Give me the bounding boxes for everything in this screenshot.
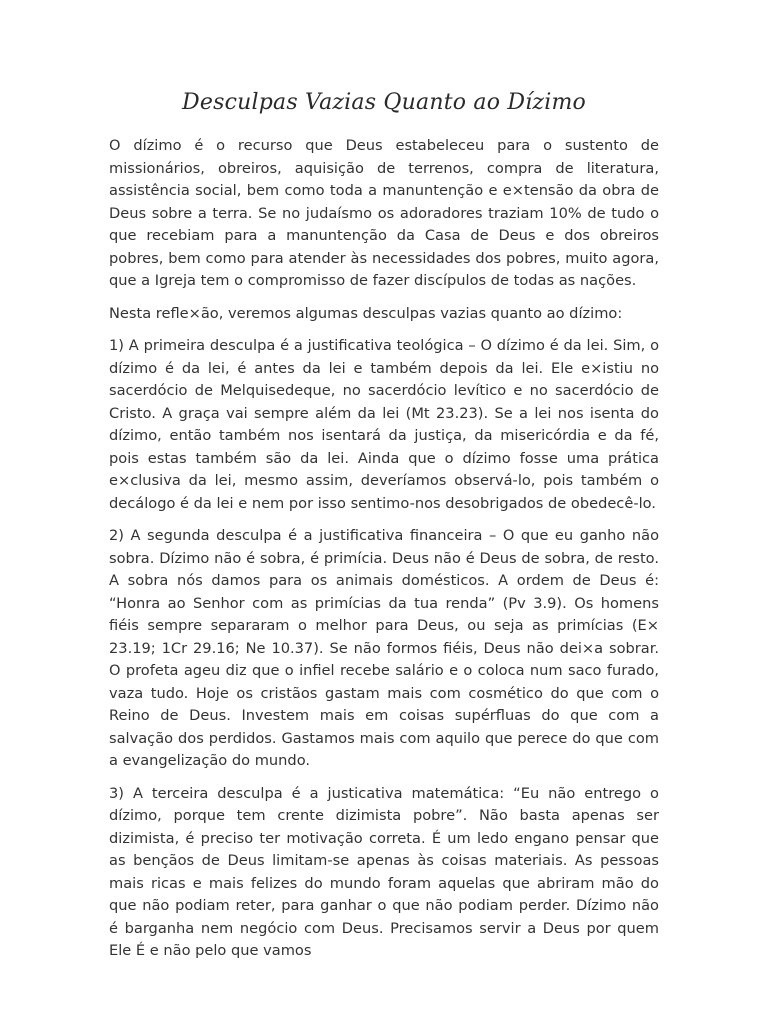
paragraph-excuse-2: 2) A segunda desculpa é a justificativa financeira – O que eu ganho não sobra. Dízimo não é sobra, é primícia. Deus não é Deus de sobra, de resto. A sobra nós damos para os animais domésticos. A ordem de Deus é: “Honra ao Senhor com as primícias da tua renda” (Pv 3.9). Os homens fiéis sempre separaram o melhor para Deus, ou seja as primícias (E× 23.19; 1Cr 29.16; Ne 10.37). Se não formos fiéis, Deus não dei×a sobrar. O profeta ageu diz que o infiel recebe salário e o coloca num saco furado, vaza tudo. Hoje os cristãos gastam mais com cosmético do que com o Reino de Deus. Investem mais em coisas supérfluas do que com a salvação dos perdidos. Gastamos mais com aquilo que perece do que com a evangelização do mundo.: [109, 527, 659, 769]
document-title: Desculpas Vazias Quanto ao Dízimo: [182, 90, 586, 115]
paragraph-excuse-3: 3) A terceira desculpa é a justicativa matemática: “Eu não entrego o dízimo, porque tem crente dizimista pobre”. Não basta apenas ser dizimista, é preciso ter motivação correta. É um ledo engano pensar que as bençãos de Deus limitam-se apenas às coisas materiais. As pessoas mais ricas e mais felizes do mundo foram aquelas que abriram mão do que não podiam reter, para ganhar o que não podiam perder. Dízimo não é barganha nem negócio com Deus. Precisamos servir a Deus por quem Ele É e não pelo que vamos: [109, 784, 659, 959]
paragraph-excuse-1: 1) A primeira desculpa é a justificativa teológica – O dízimo é da lei. Sim, o dízimo é da lei, é antes da lei e também depois da lei. Ele e×istiu no sacerdócio de Melquisedeque, no sacerdócio levítico e no sacerdócio de Cristo. A graça vai sempre além da lei (Mt 23.23). Se a lei nos isenta do dízimo, então também nos isentará da justiça, da misericórdia e da fé, pois estas também são da lei. Ainda que o dízimo fosse uma prática e×clusiva da lei, mesmo assim, deveríamos observá-lo, pois também o decálogo é da lei e nem por isso sentimo-nos desobrigados de obedecê-lo.: [109, 337, 659, 512]
paragraph-intro: O dízimo é o recurso que Deus estabeleceu para o sustento de missionários, obreiros, aquisição de terrenos, compra de literatura, assistência social, bem como toda a manuntenção e e×tensão da obra de Deus sobre a terra. Se no judaísmo os adoradores traziam 10% de tudo o que recebiam para a manuntenção da Casa de Deus e dos obreiros pobres, bem como para atender às necessidades dos pobres, muito agora, que a Igreja tem o compromisso de fazer discípulos de todas as nações.: [109, 137, 659, 289]
paragraph-reflection: Nesta refle×ão, veremos algumas desculpas vazias quanto ao dízimo:: [109, 304, 623, 322]
